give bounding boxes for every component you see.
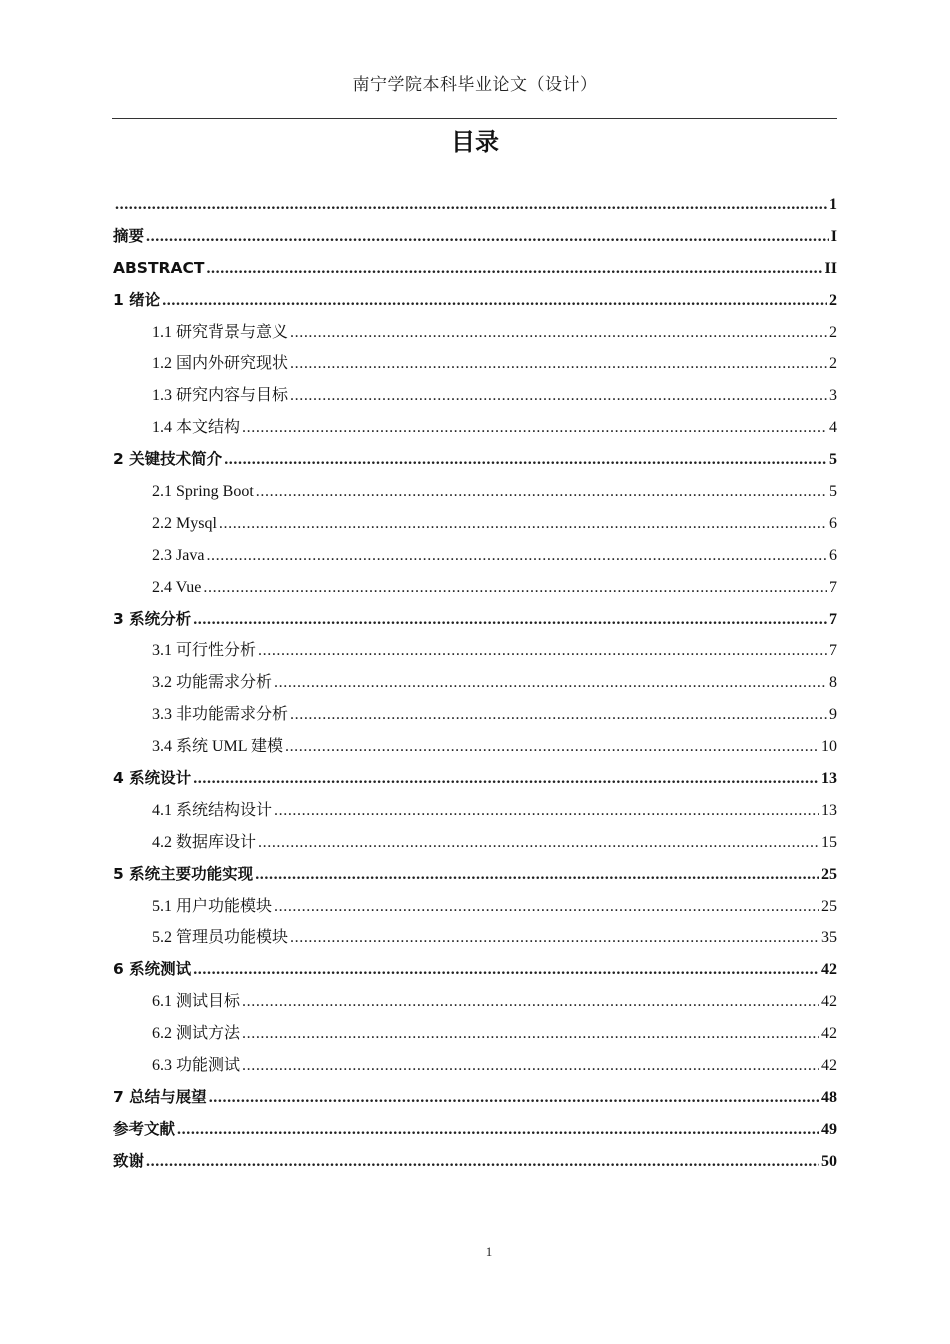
toc-entry-label: 3.4 系统 UML 建模 (152, 738, 283, 756)
toc-section-entry[interactable] (113, 1018, 837, 1050)
toc-dot-leader (242, 1018, 819, 1050)
toc-section-entry[interactable] (113, 667, 837, 699)
toc-entry-page: 5 (829, 451, 837, 469)
toc-entry-page: 25 (821, 897, 837, 915)
toc-section-entry[interactable] (113, 731, 837, 763)
toc-chapter-entry[interactable] (113, 1114, 837, 1146)
toc-entry-page: 2 (829, 323, 837, 341)
toc-entry-label: 5.2 管理员功能模块 (152, 929, 289, 947)
toc-dot-leader (206, 540, 827, 572)
toc-entry-label: 3.3 非功能需求分析 (152, 706, 289, 724)
toc-section-entry[interactable] (113, 348, 837, 380)
toc-entry-label: 6.1 测试目标 (152, 993, 241, 1011)
toc-entry-page: 42 (821, 1025, 837, 1043)
toc-entry-label: 2 关键技术简介 (113, 450, 223, 469)
toc-dot-leader (290, 317, 827, 349)
toc-dot-leader (193, 763, 819, 795)
toc-dot-leader (274, 795, 819, 827)
toc-entry-page: 42 (821, 961, 837, 979)
toc-entry-label: 4.1 系统结构设计 (152, 801, 273, 819)
toc-entry-page: 4 (829, 419, 837, 437)
toc-entry-page: 6 (829, 546, 837, 564)
toc-entry-page: 13 (821, 801, 837, 819)
toc-dot-leader (224, 444, 827, 476)
toc-chapter-entry[interactable] (113, 954, 837, 986)
toc-entry-label: 4.2 数据库设计 (152, 833, 257, 851)
toc-dot-leader (206, 253, 822, 285)
toc-entry-page: 35 (821, 929, 837, 947)
toc-section-entry[interactable] (113, 699, 837, 731)
toc-dot-leader (290, 380, 827, 412)
toc-chapter-entry[interactable] (113, 285, 837, 317)
toc-entry-page: 5 (829, 483, 837, 501)
toc-title: 目录 (451, 128, 499, 156)
toc-entry-page: 7 (829, 642, 837, 660)
toc-entry-page: 3 (829, 387, 837, 405)
toc-section-entry[interactable] (113, 412, 837, 444)
toc-section-entry[interactable] (113, 572, 837, 604)
toc-section-entry[interactable] (113, 891, 837, 923)
toc-section-entry[interactable] (113, 635, 837, 667)
toc-chapter-entry[interactable] (113, 604, 837, 636)
toc-chapter-entry[interactable] (113, 1082, 837, 1114)
toc-entry-page: 7 (829, 610, 837, 628)
toc-entry-label: 1.3 研究内容与目标 (152, 387, 289, 405)
toc-dot-leader (255, 859, 819, 891)
toc-entry-label: 3 系统分析 (113, 609, 192, 628)
page-number: 1 (485, 1244, 493, 1259)
toc-dot-leader (258, 635, 827, 667)
toc-entry-label: 2.2 Mysql (152, 514, 217, 532)
toc-entry-label: 5 系统主要功能实现 (113, 864, 254, 883)
toc-entry-label: 2.3 Java (152, 546, 205, 564)
toc-section-entry[interactable] (113, 540, 837, 572)
toc-dot-leader (209, 1082, 819, 1114)
toc-chapter-entry[interactable] (113, 253, 837, 285)
toc-entry-label: 1 绪论 (113, 290, 161, 309)
toc-entry-page: 1 (829, 196, 837, 213)
toc-entry-page: 2 (829, 291, 837, 309)
table-of-contents (113, 189, 837, 1178)
toc-entry-page: 25 (821, 865, 837, 883)
toc-dot-leader (193, 604, 827, 636)
running-header: 南宁学院本科毕业论文（设计） (352, 75, 598, 95)
toc-dot-leader (290, 922, 819, 954)
toc-entry-label: 2.1 Spring Boot (152, 483, 254, 501)
toc-entry-page: I (830, 227, 837, 245)
toc-dot-leader (242, 986, 819, 1018)
toc-section-entry[interactable] (113, 476, 837, 508)
toc-entry-label: 参考文献 (113, 1119, 176, 1138)
toc-section-entry[interactable] (113, 827, 837, 859)
toc-dot-leader (193, 954, 819, 986)
toc-entry-label: 6.2 测试方法 (152, 1025, 241, 1043)
toc-dot-leader (115, 189, 827, 221)
toc-section-entry[interactable] (113, 986, 837, 1018)
toc-entry-page: 8 (829, 674, 837, 692)
toc-entry-label: 1.1 研究背景与意义 (152, 323, 289, 341)
toc-chapter-entry[interactable] (113, 1146, 837, 1178)
toc-dot-leader (219, 508, 827, 540)
toc-dot-leader (285, 731, 819, 763)
toc-entry-label: ABSTRACT (113, 258, 205, 277)
toc-entry-page: 13 (821, 770, 837, 788)
toc-dot-leader (242, 412, 827, 444)
toc-section-entry[interactable] (113, 1050, 837, 1082)
toc-entry-label: 3.1 可行性分析 (152, 642, 257, 660)
toc-entry-label: 7 总结与展望 (113, 1087, 207, 1106)
toc-chapter-entry[interactable] (113, 444, 837, 476)
toc-entry-label: 4 系统设计 (113, 769, 192, 788)
toc-dot-leader (290, 348, 827, 380)
toc-dot-leader (203, 572, 827, 604)
toc-dot-leader (162, 285, 827, 317)
toc-section-entry[interactable] (113, 508, 837, 540)
toc-dot-leader (146, 1146, 819, 1178)
toc-entry-label: 5.1 用户功能模块 (152, 897, 273, 915)
toc-entry-page: 48 (821, 1088, 837, 1106)
toc-section-entry[interactable] (113, 922, 837, 954)
toc-entry-label: 摘要 (113, 226, 145, 245)
toc-entry-page: 7 (829, 578, 837, 596)
toc-chapter-entry[interactable] (113, 189, 837, 221)
toc-entry-label: 3.2 功能需求分析 (152, 674, 273, 692)
toc-entry-page: 15 (821, 833, 837, 851)
toc-dot-leader (256, 476, 827, 508)
toc-section-entry[interactable] (113, 795, 837, 827)
toc-dot-leader (290, 699, 827, 731)
toc-dot-leader (274, 667, 827, 699)
toc-entry-page: 49 (821, 1120, 837, 1138)
toc-section-entry[interactable] (113, 317, 837, 349)
toc-dot-leader (258, 827, 819, 859)
toc-entry-label: 2.4 Vue (152, 578, 202, 596)
toc-chapter-entry[interactable] (113, 859, 837, 891)
toc-entry-page: 2 (829, 355, 837, 373)
header-rule (112, 118, 837, 119)
toc-entry-page: 9 (829, 706, 837, 724)
toc-entry-page: 6 (829, 514, 837, 532)
toc-entry-page: 42 (821, 993, 837, 1011)
toc-entry-page: 50 (821, 1152, 837, 1170)
toc-entry-page: 42 (821, 1057, 837, 1075)
toc-dot-leader (242, 1050, 819, 1082)
toc-entry-label: 1.4 本文结构 (152, 419, 241, 437)
toc-section-entry[interactable] (113, 380, 837, 412)
toc-chapter-entry[interactable] (113, 763, 837, 795)
toc-dot-leader (274, 891, 819, 923)
toc-entry-page: 10 (821, 738, 837, 756)
toc-chapter-entry[interactable] (113, 221, 837, 253)
toc-entry-label: 致谢 (113, 1151, 145, 1170)
toc-entry-page: II (824, 259, 837, 277)
toc-entry-label: 6.3 功能测试 (152, 1057, 241, 1075)
toc-dot-leader (177, 1114, 819, 1146)
toc-dot-leader (146, 221, 829, 253)
toc-entry-label: 6 系统测试 (113, 960, 192, 979)
toc-entry-label: 1.2 国内外研究现状 (152, 355, 289, 373)
